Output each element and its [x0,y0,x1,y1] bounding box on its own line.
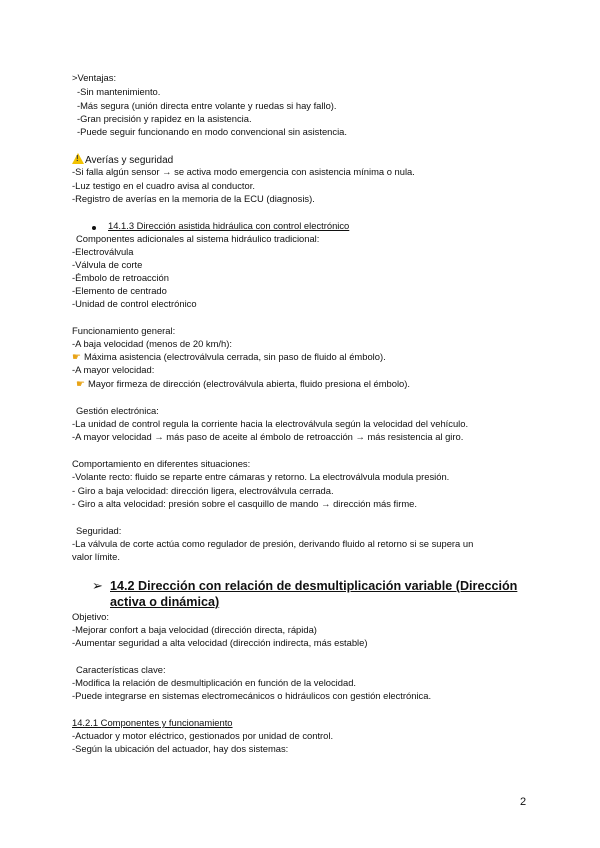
ventajas-item: -Puede seguir funcionando en modo convencional sin asistencia. [77,126,347,137]
warning-icon [72,153,84,164]
baja-detail-row [72,351,386,364]
averias-item: -Luz testigo en el cuadro avisa al conductor. [72,180,255,191]
gestion-title: Gestión electrónica: [76,405,159,416]
objetivo-item: -Mejorar confort a baja velocidad (dirección directa, rápida) [72,624,317,635]
gestion-item: -A mayor velocidad → más paso de aceite al émbolo de retroacción → más resistencia al giro. [72,431,464,442]
ventajas-title: >Ventajas: [72,72,117,83]
objetivo-item: -Aumentar seguridad a alta velocidad (dirección indirecta, más estable) [72,637,368,648]
baja-detail: Máxima asistencia (electroválvula cerrada, sin paso de fluido al émbolo). [83,351,386,362]
gestion-item: -La unidad de control regula la corriente hacia la electroválvula según la velocidad del vehículo. [72,418,469,429]
section-142-heading: 14.2 Dirección con relación de desmultiplicación variable (Dirección [110,579,518,593]
component-item: -Émbolo de retroacción [72,272,169,283]
section-1421-item: -Actuador y motor eléctrico, gestionados por unidad de control. [72,730,334,741]
comportamiento-item: - Giro a alta velocidad: presión sobre el casquillo de mando → dirección más firme. [72,498,417,509]
averias-item: -Registro de averías en la memoria de la ECU (diagnosis). [72,193,315,204]
pointing-hand-icon: ☛ [76,379,85,390]
seguridad-title: Seguridad: [76,525,122,536]
component-item: -Válvula de corte [72,259,143,270]
caracteristicas-item: -Puede integrarse en sistemas electromecánicos o hidráulicos con gestión electrónica. [72,690,432,701]
section-1421-item: -Según la ubicación del actuador, hay dos sistemas: [72,743,289,754]
ventajas-item: -Más segura (unión directa entre volante y ruedas si hay fallo). [77,100,337,111]
mayor-detail: Mayor firmeza de dirección (electroválvula abierta, fluido presiona el émbolo). [87,378,410,389]
averias-title: Averías y seguridad [85,155,174,166]
component-item: -Electroválvula [72,246,134,257]
baja-velocidad: -A baja velocidad (menos de 20 km/h): [72,338,232,349]
comportamiento-item: - Giro a baja velocidad: dirección ligera, electroválvula cerrada. [72,485,334,496]
arrow-bullet-icon: ➢ [92,578,103,593]
section-142-heading-cont: activa o dinámica) [110,595,220,609]
pointing-hand-icon: ☛ [72,352,81,363]
caracteristicas-title: Características clave: [76,664,166,675]
page-number: 2 [520,796,527,808]
ventajas-item: -Gran precisión y rapidez en la asistencia. [77,113,252,124]
component-item: -Unidad de control electrónico [72,298,197,309]
component-item: -Elemento de centrado [72,285,167,296]
bullet-dot-icon [92,226,96,230]
components-title: Componentes adicionales al sistema hidráulico tradicional: [76,233,320,244]
averias-item: -Si falla algún sensor → se activa modo emergencia con asistencia mínima o nula. [72,166,415,177]
comportamiento-title: Comportamiento en diferentes situaciones: [72,458,251,469]
ventajas-item: -Sin mantenimiento. [77,86,161,97]
averias-heading [72,153,173,167]
objetivo-title: Objetivo: [72,611,109,622]
seguridad-line: -La válvula de corte actúa como regulador de presión, derivando fluido al retorno si se supera un [72,538,474,549]
funcionamiento-title: Funcionamiento general: [72,325,176,336]
mayor-velocidad: -A mayor velocidad: [72,364,155,375]
seguridad-line: valor límite. [72,551,120,562]
comportamiento-item: -Volante recto: fluido se reparte entre cámaras y retorno. La electroválvula modula presión. [72,471,450,482]
section-1421-heading: 14.2.1 Componentes y funcionamiento [72,717,233,728]
caracteristicas-item: -Modifica la relación de desmultiplicación en función de la velocidad. [72,677,357,688]
mayor-detail-row [76,378,410,391]
section-1413-heading: 14.1.3 Dirección asistida hidráulica con control electrónico [108,220,350,231]
